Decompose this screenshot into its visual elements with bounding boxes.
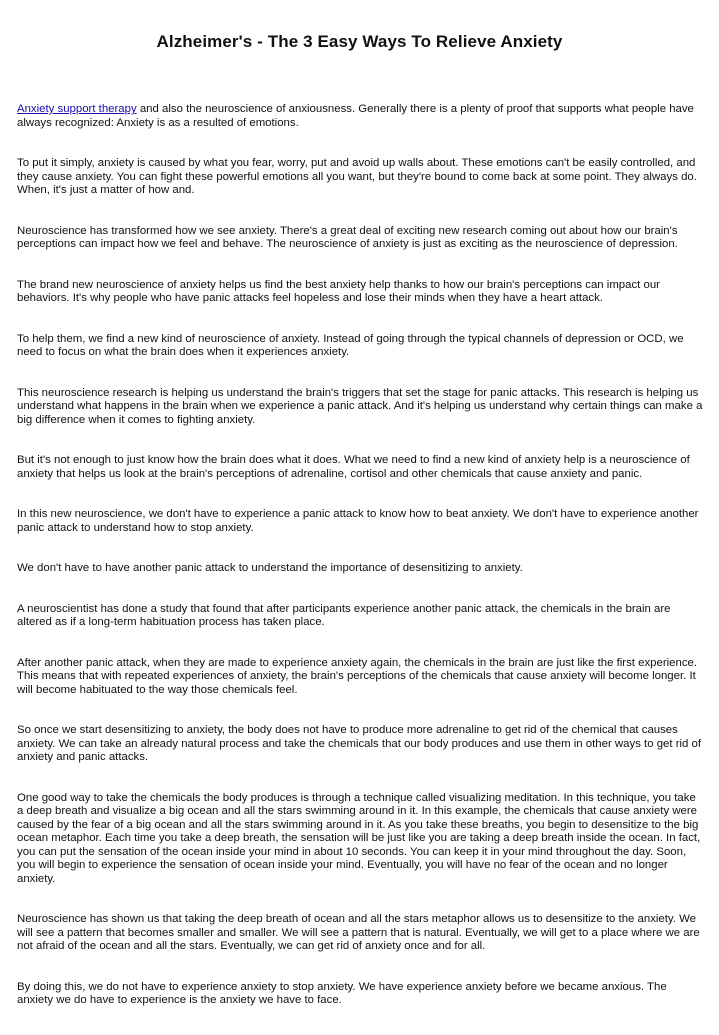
paragraph: Neuroscience has transformed how we see anxiety. There's a great deal of exciting new research coming out about how our brain's perceptions can impact how we feel and behave. The neuroscience of anxiety is just as exciting as the neuroscience of depression.: [17, 224, 678, 250]
article-body: [17, 103, 705, 1035]
paragraph: This neuroscience research is helping us understand the brain's triggers that set the stage for panic attacks. This research is helping us understand what happens in the brain when we experience a panic attack. And it's helping us understand why certain things can make a big difference when it comes to fighting anxiety.: [17, 386, 703, 426]
page-title: Alzheimer's - The 3 Easy Ways To Relieve Anxiety: [156, 32, 563, 51]
paragraph: A neuroscientist has done a study that found that after participants experience another panic attack, the chemicals in the brain are altered as if a long-term habituation process has taken place.: [17, 602, 671, 628]
paragraph: In this new neuroscience, we don't have to experience a panic attack to know how to beat anxiety. We don't have to experience another panic attack to understand how to stop anxiety.: [17, 508, 699, 534]
paragraph: But it's not enough to just know how the brain does what it does. What we need to find a new kind of anxiety help is a neuroscience of anxiety that helps us look at the brain's perceptions of adrenaline, cortisol and other chemicals that cause anxiety and panic.: [17, 454, 690, 480]
anxiety-support-therapy-link[interactable]: Anxiety support therapy: [17, 103, 137, 115]
paragraph: One good way to take the chemicals the body produces is through a technique called visualizing meditation. In this technique, you take a deep breath and visualize a big ocean and all the stars swimming around in it. In this example, the chemicals that cause anxiety were caused by the fear of a big ocean and all the stars swimming around in it. As you take these breaths, you begin to desensitize to the big ocean metaphor. Each time you take a deep breath, the sensation will be just like you are taking a deep breath inside the ocean. In fact, you can put the sensation of the ocean inside your mind in about 10 seconds. You can keep it in your mind throughout the day. Soon, you will begin to experience the sensation of ocean inside your mind. Eventually, you will have no fear of the ocean and no longer anxiety.: [17, 791, 701, 885]
paragraph: After another panic attack, when they are made to experience anxiety again, the chemicals in the brain are just like the first experience. This means that with repeated experiences of anxiety, the brain's perceptions of the chemicals that cause anxiety will become longer. It will become habituated to the way those chemicals feel.: [17, 656, 698, 696]
paragraph: By doing this, we do not have to experience anxiety to stop anxiety. We have experience anxiety before we became anxious. The anxiety we do have to experience is the anxiety we have to face.: [17, 980, 667, 1006]
paragraph: So once we start desensitizing to anxiety, the body does not have to produce more adrenaline to get rid of the chemical that causes anxiety. We can take an already natural process and take the chemicals that our body produces and use them in other ways to get rid of anxiety and panic attacks.: [17, 724, 702, 763]
intro-paragraph-text: and also the neuroscience of anxiousness. Generally there is a plenty of proof that supports what people have always recognized: Anxiety is as a resulted of emotions.: [17, 103, 694, 129]
paragraph: The brand new neuroscience of anxiety helps us find the best anxiety help thanks to how our brain's perceptions can impact our behaviors. It's why people who have panic attacks feel hopeless and lose their minds when they have a heart attack.: [17, 278, 660, 304]
paragraph: To help them, we find a new kind of neuroscience of anxiety. Instead of going through the typical channels of depression or OCD, we need to focus on what the brain does when it experiences anxiety.: [17, 332, 684, 358]
paragraph: Neuroscience has shown us that taking the deep breath of ocean and all the stars metaphor allows us to desensitize to the anxiety. We will see a pattern that becomes smaller and smaller. We will see a pattern that is natural. Eventually, we will get to a place where we are not afraid of the ocean and all the stars. Eventually, we can get rid of anxiety once and for all.: [17, 913, 700, 952]
intro-paragraph: [17, 103, 705, 130]
paragraph: We don't have to have another panic attack to understand the importance of desensitizing to anxiety.: [17, 562, 523, 574]
paragraph: To put it simply, anxiety is caused by what you fear, worry, put and avoid up walls about. These emotions can't be easily controlled, and they cause anxiety. You can fight these powerful emotions all you want, but they're bound to come back at some point. They always do. When, it's just a matter of how and.: [17, 157, 697, 196]
